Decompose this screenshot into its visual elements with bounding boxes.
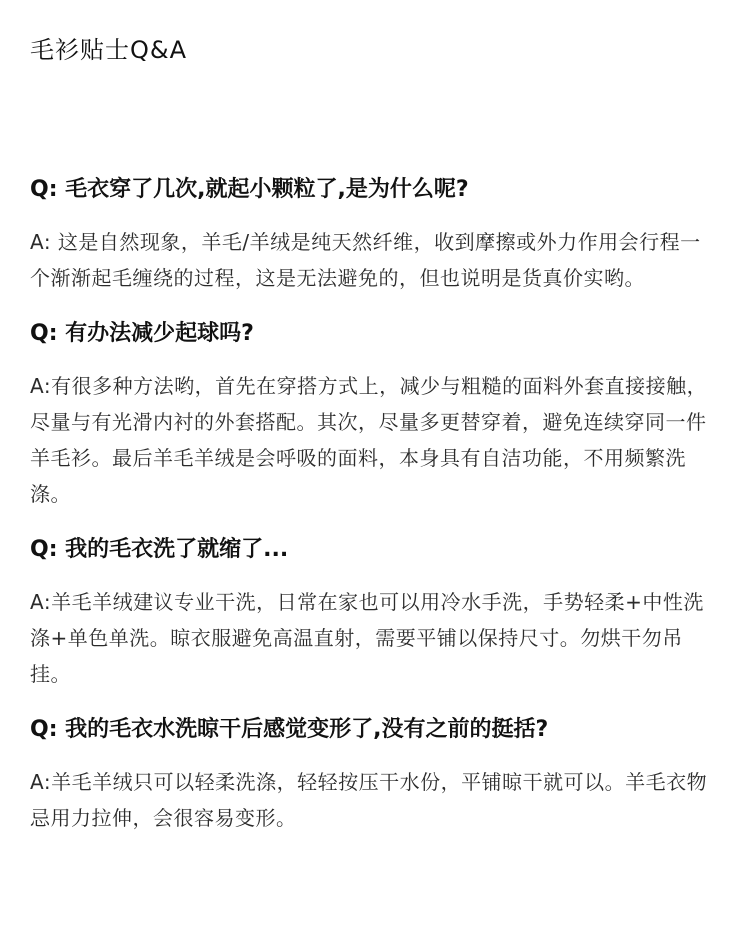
qa-item	[30, 172, 720, 296]
answer-text: A:羊毛羊绒只可以轻柔洗涤，轻轻按压干水份，平铺晾干就可以。羊毛衣物忌用力拉伸，会很容易变形。	[30, 770, 708, 830]
question-text: Q: 有办法减少起球吗?	[30, 321, 254, 346]
question-text: Q: 我的毛衣洗了就缩了...	[30, 537, 289, 562]
answer-text: A:有很多种方法哟，首先在穿搭方式上，减少与粗糙的面料外套直接接触，尽量与有光滑内衬的外套搭配。其次，尽量多更替穿着，避免连续穿同一件羊毛衫。最后羊毛羊绒是会呼吸的面料，本身具有自洁功能，不用频繁洗涤。	[30, 374, 708, 506]
answer-text: A: 这是自然现象，羊毛/羊绒是纯天然纤维，收到摩擦或外力作用会行程一个渐渐起毛缠绕的过程，这是无法避免的，但也说明是货真价实哟。	[30, 230, 701, 290]
qa-list	[30, 172, 720, 836]
page-title: 毛衫贴士Q&A	[30, 36, 188, 64]
qa-item	[30, 532, 720, 692]
qa-item	[30, 712, 720, 836]
question-text: Q: 毛衣穿了几次,就起小颗粒了,是为什么呢?	[30, 177, 469, 202]
qa-item	[30, 316, 720, 512]
question-text: Q: 我的毛衣水洗晾干后感觉变形了,没有之前的挺括?	[30, 717, 549, 742]
answer-text: A:羊毛羊绒建议专业干洗，日常在家也可以用冷水手洗，手势轻柔+中性洗涤+单色单洗。晾衣服避免高温直射，需要平铺以保持尺寸。勿烘干勿吊挂。	[30, 590, 704, 686]
